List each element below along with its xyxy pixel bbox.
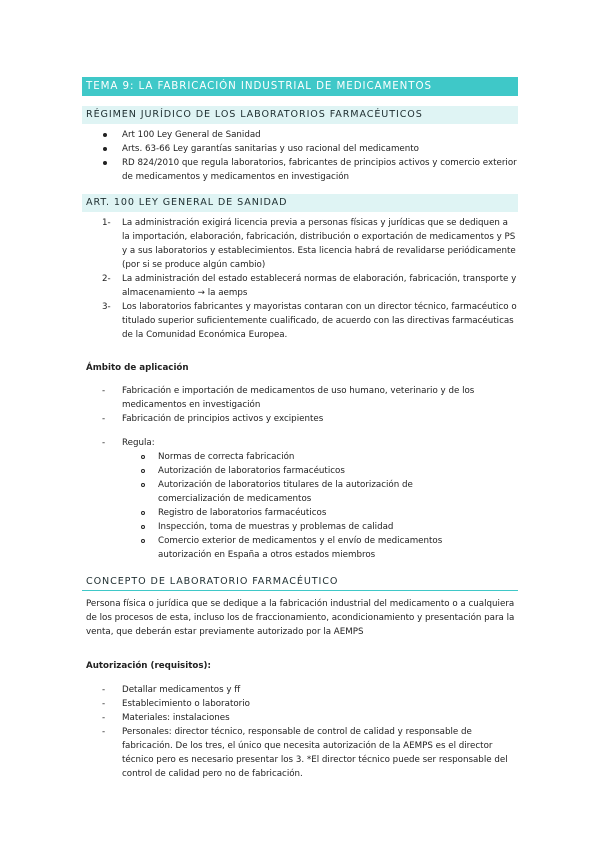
ambito-item: - Fabricación e importación de medicamentos de uso humano, veterinario y de los medicamentos en investigación [102,386,475,410]
regula-item: Registro de laboratorios farmacéuticos [158,506,478,520]
circle-bullet-icon [141,525,145,529]
regimen-item: Arts. 63-66 Ley garantías sanitarias y uso racional del medicamento [122,142,518,156]
art100-heading: ART. 100 LEY GENERAL DE SANIDAD [82,194,518,212]
regimen-list [122,128,518,184]
regula-item: Normas de correcta fabricación [158,450,478,464]
circle-bullet-icon [141,469,145,473]
regula-item: Autorización de laboratorios farmacéuticos [158,464,478,478]
ambito-item: - Regula: [102,438,155,448]
circle-bullet-icon [141,511,145,515]
bullet-icon [103,147,107,151]
circle-bullet-icon [141,455,145,459]
regimen-item: Art 100 Ley General de Sanidad [122,128,518,142]
tema-heading: TEMA 9: LA FABRICACIÓN INDUSTRIAL DE MEDICAMENTOS [82,77,518,96]
autorizacion-item: - Detallar medicamentos y ff [102,685,241,695]
regula-item: Inspección, toma de muestras y problemas de calidad [158,520,478,534]
regimen-heading: RÉGIMEN JURÍDICO DE LOS LABORATORIOS FARMACÉUTICOS [82,106,518,124]
art100-item: 2- La administración del estado establecerá normas de elaboración, fabricación, transporte y almacenamiento → la aemps [102,274,517,298]
autorizacion-item: - Personales: director técnico, responsable de control de calidad y responsable de fabricación. De los tres, el único que necesita autorización de la AEMPS es el director técnico pero es necesario presentar los 3. *El director técnico puede ser responsable del control de calidad pero no de fabricación. [102,727,508,779]
autorizacion-item: - Materiales: instalaciones [102,713,230,723]
bullet-icon [103,133,107,137]
autorizacion-item: - Establecimiento o laboratorio [102,699,250,709]
concepto-heading: CONCEPTO DE LABORATORIO FARMACÉUTICO [82,573,518,591]
regula-list [158,450,478,562]
regula-item: Comercio exterior de medicamentos y el envío de medicamentos autorización en España a otros estados miembros [158,534,478,562]
bullet-icon [103,161,107,165]
art100-item: 3- Los laboratorios fabricantes y mayoristas contaran con un director técnico, farmacéutico o titulado superior suficientemente cualificado, de acuerdo con las directivas farmacéuticas de la Comunidad Económica Europea. [102,302,517,340]
art100-item: 1- La administración exigirá licencia previa a personas físicas y jurídicas que se dediquen a la importación, elaboración, fabricación, distribución o exportación de medicamentos y PS y a sus laboratorios y establecimientos. Esta licencia habrá de revalidarse periódicamente (por si se produce algún cambio) [102,218,516,270]
art100-list [102,216,518,342]
circle-bullet-icon [141,539,145,543]
ambito-list [102,384,518,450]
ambito-title: Ámbito de aplicación [86,363,189,373]
autorizacion-list [102,683,518,781]
regula-item: Autorización de laboratorios titulares de la autorización de comercialización de medicamentos [158,478,478,506]
autorizacion-title: Autorización (requisitos): [86,661,211,671]
regimen-item: RD 824/2010 que regula laboratorios, fabricantes de principios activos y comercio exterior de medicamentos y medicamentos en investigación [122,156,518,184]
concepto-paragraph: Persona física o jurídica que se dedique a la fabricación industrial del medicamento o a cualquiera de los procesos de esta, incluso los de fraccionamiento, acondicionamiento y presentación para la venta, que deberán estar previamente autorizado por la AEMPS [86,599,515,637]
circle-bullet-icon [141,483,145,487]
ambito-item: - Fabricación de principios activos y excipientes [102,414,324,424]
